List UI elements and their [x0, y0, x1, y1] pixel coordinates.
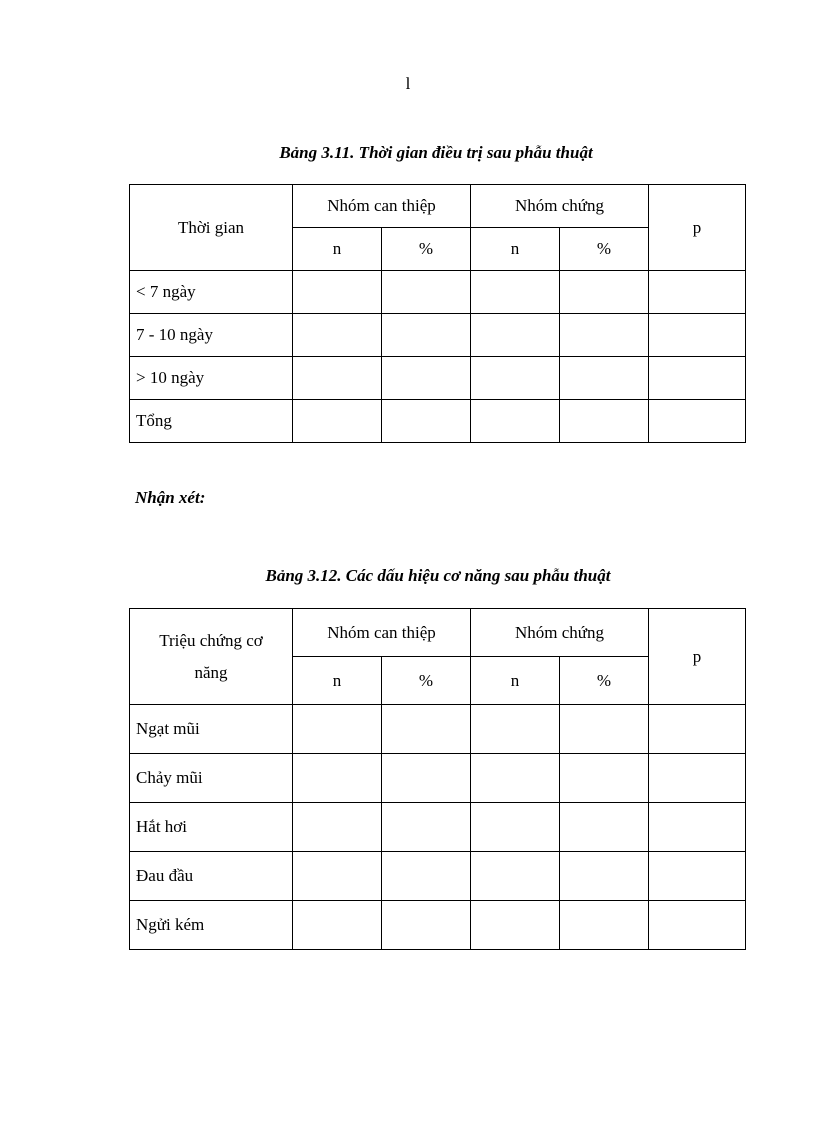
empty-cell	[649, 271, 746, 314]
empty-cell	[560, 357, 649, 400]
empty-cell	[293, 705, 382, 754]
empty-cell	[560, 803, 649, 852]
table-3-12-caption: Bảng 3.12. Các dấu hiệu cơ năng sau phẫu thuật	[265, 566, 611, 585]
empty-cell	[382, 754, 471, 803]
row-label: Tổng	[130, 400, 293, 443]
empty-cell	[471, 754, 560, 803]
subheader-n: n	[293, 657, 382, 705]
table-row	[130, 357, 746, 400]
table-row	[130, 754, 746, 803]
empty-cell	[382, 852, 471, 901]
table-row	[130, 803, 746, 852]
subheader-percent: %	[382, 228, 471, 271]
empty-cell	[560, 400, 649, 443]
table-row	[130, 314, 746, 357]
empty-cell	[649, 852, 746, 901]
table-row	[130, 852, 746, 901]
empty-cell	[293, 357, 382, 400]
subheader-percent: %	[560, 228, 649, 271]
empty-cell	[649, 314, 746, 357]
header-p: p	[649, 609, 746, 705]
empty-cell	[293, 803, 382, 852]
row-label: Ngạt mũi	[130, 705, 293, 754]
empty-cell	[649, 705, 746, 754]
subheader-n: n	[471, 228, 560, 271]
header-thoi-gian: Thời gian	[130, 185, 293, 271]
empty-cell	[560, 754, 649, 803]
table-row	[130, 705, 746, 754]
empty-cell	[560, 901, 649, 950]
empty-cell	[382, 357, 471, 400]
subheader-percent: %	[382, 657, 471, 705]
empty-cell	[293, 901, 382, 950]
header-nhom-chung: Nhóm chứng	[471, 185, 649, 228]
empty-cell	[293, 400, 382, 443]
header-nhom-can-thiep: Nhóm can thiệp	[293, 609, 471, 657]
empty-cell	[649, 357, 746, 400]
empty-cell	[560, 852, 649, 901]
row-label: Hắt hơi	[130, 803, 293, 852]
empty-cell	[649, 400, 746, 443]
empty-cell	[293, 271, 382, 314]
row-label: < 7 ngày	[130, 271, 293, 314]
empty-cell	[293, 754, 382, 803]
empty-cell	[471, 400, 560, 443]
empty-cell	[471, 271, 560, 314]
empty-cell	[382, 314, 471, 357]
table-row	[130, 271, 746, 314]
table-3-12	[129, 608, 746, 950]
header-nhom-can-thiep: Nhóm can thiệp	[293, 185, 471, 228]
row-label: Chảy mũi	[130, 754, 293, 803]
header-nhom-chung: Nhóm chứng	[471, 609, 649, 657]
table-row	[130, 400, 746, 443]
empty-cell	[471, 357, 560, 400]
row-label: > 10 ngày	[130, 357, 293, 400]
empty-cell	[649, 901, 746, 950]
empty-cell	[382, 705, 471, 754]
remark-label: Nhận xét:	[135, 488, 206, 507]
empty-cell	[382, 271, 471, 314]
empty-cell	[382, 400, 471, 443]
empty-cell	[471, 705, 560, 754]
table-row	[130, 901, 746, 950]
empty-cell	[560, 314, 649, 357]
subheader-n: n	[471, 657, 560, 705]
empty-cell	[471, 901, 560, 950]
empty-cell	[560, 705, 649, 754]
subheader-n: n	[293, 228, 382, 271]
empty-cell	[382, 901, 471, 950]
header-p: p	[649, 185, 746, 271]
empty-cell	[649, 754, 746, 803]
empty-cell	[471, 803, 560, 852]
empty-cell	[471, 852, 560, 901]
empty-cell	[649, 803, 746, 852]
row-label: 7 - 10 ngày	[130, 314, 293, 357]
empty-cell	[382, 803, 471, 852]
subheader-percent: %	[560, 657, 649, 705]
table-3-11	[129, 184, 746, 443]
header-trieu-chung-co-nang: Triệu chứng cơ năng	[130, 609, 293, 705]
page-number: l	[405, 74, 411, 93]
empty-cell	[471, 314, 560, 357]
row-label: Ngửi kém	[130, 901, 293, 950]
table-3-11-caption: Bảng 3.11. Thời gian điều trị sau phẫu thuật	[279, 143, 593, 162]
empty-cell	[293, 852, 382, 901]
empty-cell	[293, 314, 382, 357]
row-label: Đau đầu	[130, 852, 293, 901]
empty-cell	[560, 271, 649, 314]
